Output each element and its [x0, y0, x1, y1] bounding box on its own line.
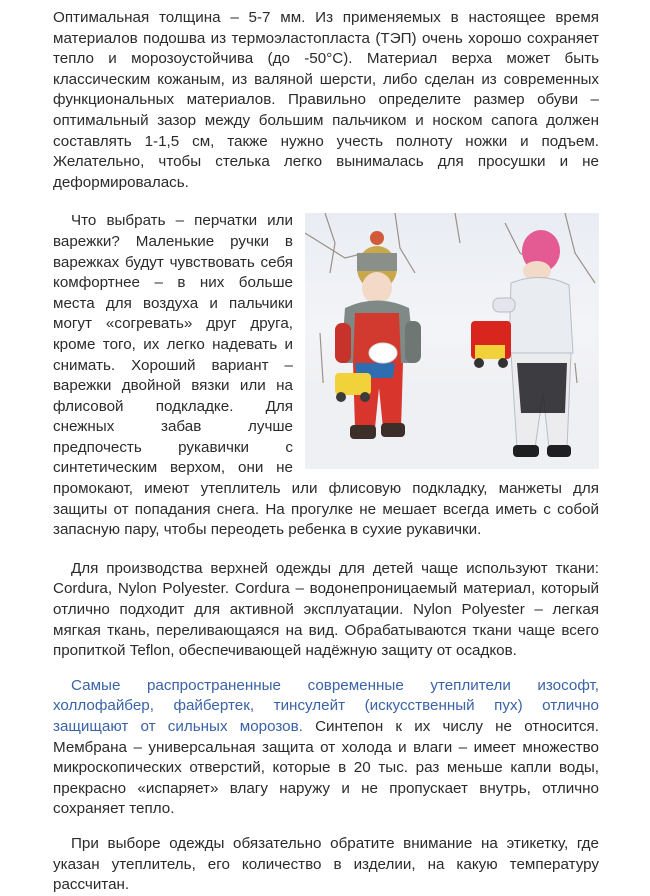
children-illustration: [305, 213, 599, 469]
paragraph-fabrics: Для производства верхней одежды для детей чаще используют ткани: Cordura, Nylon Polyester. Cordura – водонепроницаемый материал, который отлично подходит для активной эксплуатации. Nylon Polyester – легкая мягкая ткань, переливающаяся на вид. Обрабатываются ткани чаще всего пропиткой Teflon, обеспечивающей надёжную защиту от осадков.: [53, 559, 599, 660]
paragraph-footwear: Оптимальная толщина – 5-7 мм. Из применяемых в настоящее время материалов подошва из термоэластопласта (ТЭП) очень хорошо сохраняет тепло и морозоустойчива (до -50°С). Материал верха может быть классическим кожаным, из валяной шерсти, либо сделан из современных функциональных материалов. Правильно определите размер обуви – оптимальный зазор между большим пальчиком и носком сапога должен составлять 1-1,5 см, также нужно учесть полноту ножки и подъем. Желательно, чтобы стелька легко вынималась для просушки и не деформировалась.: [53, 9, 599, 191]
children-in-snow-photo: [305, 213, 599, 469]
paragraph-gloves: Что выбрать – перчатки или варежки? Маленькие ручки в варежках будут чувствовать себя комфортнее – в них больше места для воздуха и пальчики могут «согревать» друг друга, кроме того, их легко надевать и снимать. Хороший вариант – варежки двойной вязки или на флисовой подкладке. Для снежных забав лучше предпочесть рукавички с синтетическим верхом, они не промокают, имеют утеплитель или флисовую подкладку, манжеты для защиты от попадания снега. На прогулке не мешает всегда иметь с собой запасную пару, чтобы переодеть ребенка в сухие рукавички.: [53, 212, 599, 539]
paragraph-insulation: [53, 676, 599, 820]
insulation-rest: Синтепон к их числу не относится. Мембрана – универсальная защита от холода и влаги – имеет множество микроскопических отверстий, которые в 20 тыс. раз меньше капли воды, прекрасно «испаряет» влагу наружу и не пропускает внутрь, отлично сохраняет тепло.: [53, 718, 599, 818]
gloves-section: [53, 211, 599, 541]
paragraph-label: При выборе одежды обязательно обратите внимание на этикетку, где указан утеплитель, его количество в изделии, на какую температуру рассчитан.: [53, 834, 599, 894]
insulation-highlight: Самые распространенные современные утеплители изософт, холлофайбер, файбертек, тинсулейт (искусственный пух) отлично защищают от сильных морозов.: [53, 676, 599, 735]
article: [53, 8, 599, 896]
